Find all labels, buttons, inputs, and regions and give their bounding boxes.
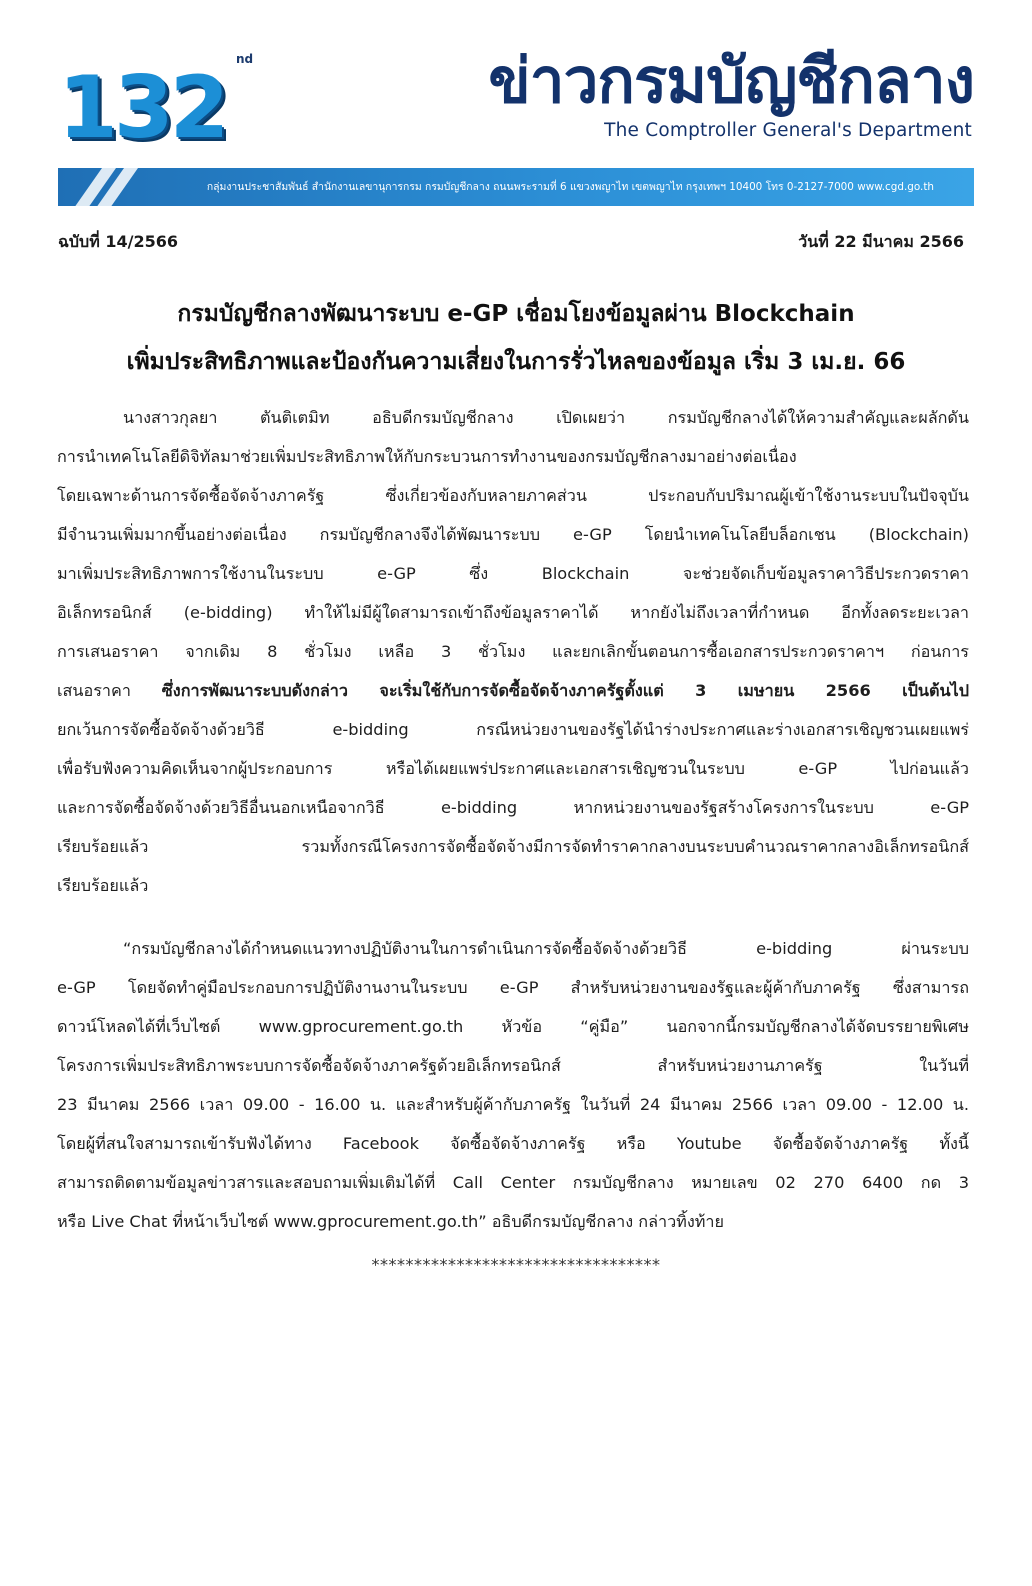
paragraph-line: [57, 671, 969, 710]
paragraph-line: การเสนอราคา จากเดิม 8 ชั่วโมง เหลือ 3 ชั่วโมง และยกเลิกขั้นตอนการซื้อเอกสารประกวดราคาฯ ก่อนการ: [57, 642, 969, 661]
paragraph-line: ดาวน์โหลดได้ที่เว็บไซต์ www.gprocurement.go.th หัวข้อ “คู่มือ” นอกจากนี้กรมบัญชีกลางได้จัดบรรยายพิเศษ: [57, 1017, 969, 1036]
paragraph-line: นางสาวกุลยา ตันติเตมิท อธิบดีกรมบัญชีกลาง เปิดเผยว่า กรมบัญชีกลางได้ให้ความสำคัญและผลักดัน: [123, 408, 969, 427]
paragraph-line: เรียบร้อยแล้ว: [57, 876, 149, 895]
address-text: กลุ่มงานประชาสัมพันธ์ สำนักงานเลขานุการกรม กรมบัญชีกลาง ถนนพระรามที่ 6 แขวงพญาไท เขตพญาไท กรุงเทพฯ 10400 โทร 0-2127-7000 www.cgd.go.th: [206, 181, 934, 193]
paragraph-2: [57, 929, 969, 1241]
paragraph-line: มาเพิ่มประสิทธิภาพการใช้งานในระบบ e-GP ซึ่ง Blockchain จะช่วยจัดเก็บข้อมูลราคาวิธีประกวดราคา: [57, 564, 969, 583]
paragraph-line: อิเล็กทรอนิกส์ (e-bidding) ทำให้ไม่มีผู้ใดสามารถเข้าถึงข้อมูลราคาได้ หากยังไม่ถึงเวลาที่กำหนด อีกทั้งลดระยะเวลา: [57, 603, 969, 622]
letterhead: [58, 40, 974, 206]
paragraph-line: 23 มีนาคม 2566 เวลา 09.00 - 16.00 น. และสำหรับผู้ค้ากับภาครัฐ ในวันที่ 24 มีนาคม 2566 เวลา 09.00 - 12.00 น.: [57, 1095, 969, 1114]
paragraph-line: เพื่อรับฟังความคิดเห็นจากผู้ประกอบการ หรือได้เผยแพร่ประกาศและเอกสารเชิญชวนในระบบ e-GP ไปก่อนแล้ว: [57, 759, 969, 778]
paragraph-line: มีจำนวนเพิ่มมากขึ้นอย่างต่อเนื่อง กรมบัญชีกลางจึงได้พัฒนาระบบ e-GP โดยนำเทคโนโลยีบล็อกเชน (Blockchain): [57, 525, 969, 544]
headline: [40, 290, 992, 386]
paragraph-line: เรียบร้อยแล้ว รวมทั้งกรณีโครงการจัดซื้อจัดจ้างมีการจัดทำราคากลางบนระบบคำนวณราคากลางอิเล็กทรอนิกส์: [57, 837, 969, 856]
anniversary-logo-superscript: nd: [236, 52, 254, 66]
department-title-thai: ข่าวกรมบัญชีกลาง: [488, 44, 974, 117]
address-bar: [58, 168, 974, 206]
paragraph-line: สามารถติดตามข้อมูลข่าวสารและสอบถามเพิ่มเติมได้ที่ Call Center กรมบัญชีกลาง หมายเลข 02 270 6400 กด 3: [57, 1173, 969, 1192]
headline-line-2: เพิ่มประสิทธิภาพและป้องกันความเสี่ยงในการรั่วไหลของข้อมูล เริ่ม 3 เม.ย. 66: [126, 349, 906, 375]
paragraph-line: โครงการเพิ่มประสิทธิภาพระบบการจัดซื้อจัดจ้างภาครัฐด้วยอิเล็กทรอนิกส์ สำหรับหน่วยงานภาครัฐ ในวันที่: [57, 1056, 969, 1075]
department-title-english: The Comptroller General's Department: [604, 120, 972, 141]
issue-number: ฉบับที่ 14/2566: [58, 232, 178, 251]
anniversary-logo: 132: [58, 58, 226, 158]
paragraph-line: e-GP โดยจัดทำคู่มือประกอบการปฏิบัติงานงานในระบบ e-GP สำหรับหน่วยงานของรัฐและผู้ค้ากับภาครัฐ ซึ่งสามารถ: [57, 978, 969, 997]
headline-line-1: กรมบัญชีกลางพัฒนาระบบ e-GP เชื่อมโยงข้อมูลผ่าน Blockchain: [177, 301, 855, 327]
paragraph-line: หรือ Live Chat ที่หน้าเว็บไซต์ www.gprocurement.go.th” อธิบดีกรมบัญชีกลาง กล่าวทิ้งท้าย: [57, 1212, 724, 1231]
issue-date: วันที่ 22 มีนาคม 2566: [798, 232, 964, 251]
end-separator: **********************************: [371, 1255, 661, 1274]
paragraph-line: และการจัดซื้อจัดจ้างด้วยวิธีอื่นนอกเหนือจากวิธี e-bidding หากหน่วยงานของรัฐสร้างโครงการในระบบ e-GP: [57, 798, 969, 817]
paragraph-line: โดยผู้ที่สนใจสามารถเข้ารับฟังได้ทาง Facebook จัดซื้อจัดจ้างภาครัฐ หรือ Youtube จัดซื้อจัดจ้างภาครัฐ ทั้งนี้: [57, 1134, 969, 1153]
paragraph-1: [57, 398, 969, 905]
paragraph-line: โดยเฉพาะด้านการจัดซื้อจัดจ้างภาครัฐ ซึ่งเกี่ยวข้องกับหลายภาคส่วน ประกอบกับปริมาณผู้เข้าใช้งานระบบในปัจจุบัน: [57, 486, 969, 505]
paragraph-line: “กรมบัญชีกลางได้กำหนดแนวทางปฏิบัติงานในการดำเนินการจัดซื้อจัดจ้างด้วยวิธี e-bidding ผ่านระบบ: [123, 939, 969, 958]
paragraph-line-plain: เสนอราคา: [57, 681, 162, 700]
paragraph-line: ยกเว้นการจัดซื้อจัดจ้างด้วยวิธี e-bidding กรณีหน่วยงานของรัฐได้นำร่างประกาศและร่างเอกสารเชิญชวนเผยแพร่: [57, 720, 969, 739]
effective-date-statement: ซึ่งการพัฒนาระบบดังกล่าว จะเริ่มใช้กับการจัดซื้อจัดจ้างภาครัฐตั้งแต่ 3 เมษายน 2566 เป็นต้นไป: [161, 681, 969, 700]
paragraph-line: การนำเทคโนโลยีดิจิทัลมาช่วยเพิ่มประสิทธิภาพให้กับกระบวนการทำงานของกรมบัญชีกลางมาอย่างต่อเนื่อง: [57, 447, 797, 466]
